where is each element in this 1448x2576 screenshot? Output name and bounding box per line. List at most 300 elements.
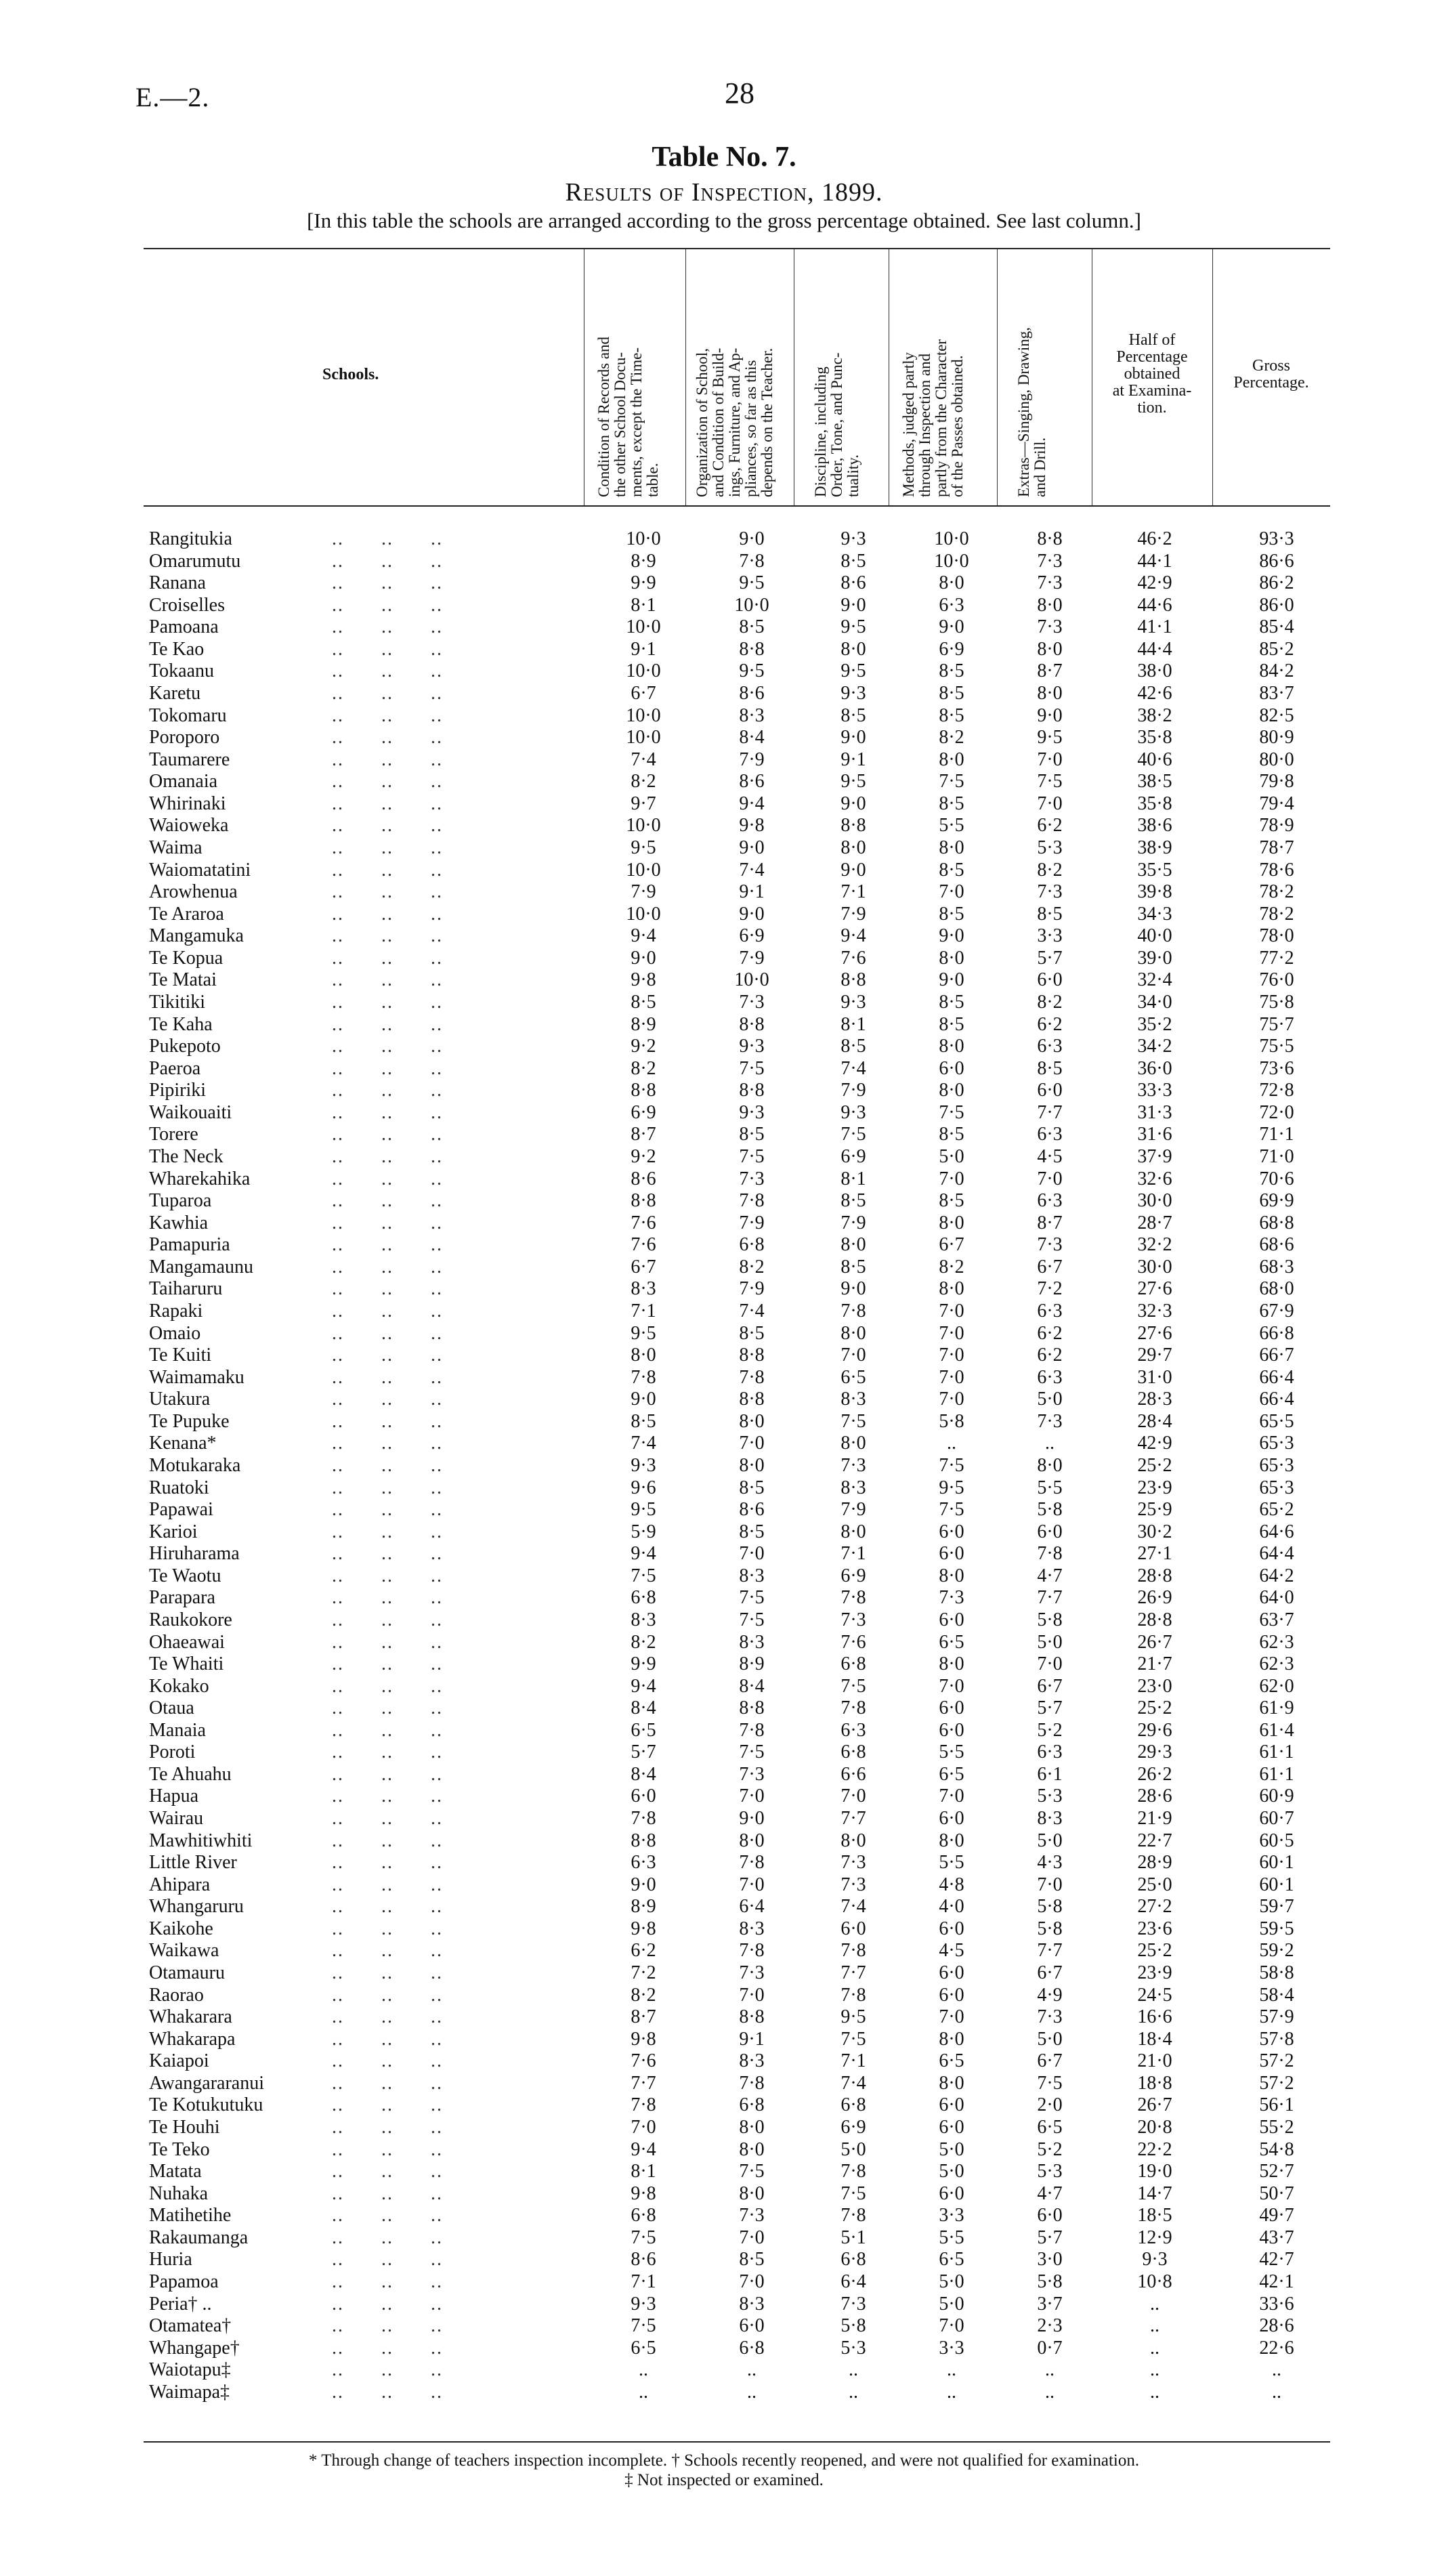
cell-value: .. (1150, 2359, 1159, 2381)
school-name: Hiruharama (149, 1543, 240, 1565)
cell-value: 42·9 (1137, 1433, 1172, 1454)
table-row (0, 528, 1448, 550)
cell-value: 9·0 (1037, 704, 1063, 726)
cell-value: 7·5 (840, 1124, 866, 1145)
cell-value: .. (747, 2359, 757, 2381)
school-name: Hapua (149, 1786, 199, 1807)
cell-value: 34·0 (1137, 991, 1172, 1013)
cell-value: 6·2 (631, 1940, 656, 1962)
cell-value: 9·4 (631, 1543, 656, 1565)
table-row (0, 1301, 1448, 1322)
school-name: Tokomaru (149, 704, 227, 726)
cell-value: 60·9 (1259, 1786, 1294, 1807)
cell-value: 7·0 (1037, 1653, 1063, 1675)
cell-value: 7·4 (840, 1896, 866, 1918)
cell-value: 7·9 (631, 881, 656, 903)
table-row (0, 1212, 1448, 1234)
table-row (0, 925, 1448, 947)
cell-value: 3·3 (939, 2337, 964, 2359)
table-row (0, 2029, 1448, 2050)
table-row (0, 2359, 1448, 2381)
dot-leader: .. .. .. (332, 1345, 443, 1366)
school-name: Taumarere (149, 748, 230, 770)
cell-value: 7·7 (1037, 1940, 1063, 1962)
cell-value: 8·2 (739, 1256, 765, 1278)
cell-value: 7·3 (739, 2205, 765, 2226)
cell-value: 9·8 (739, 815, 765, 837)
table-row (0, 1433, 1448, 1454)
cell-value: 10·0 (626, 727, 661, 748)
cell-value: 6·7 (631, 682, 656, 704)
cell-value: 3·0 (1037, 2249, 1063, 2271)
cell-value: 8·5 (840, 1036, 866, 1057)
cell-value: 6·6 (840, 1763, 866, 1785)
cell-value: 9·9 (631, 572, 656, 594)
cell-value: 4·0 (939, 1896, 964, 1918)
cell-value: 6·3 (840, 1719, 866, 1741)
cell-value: 9·1 (739, 881, 765, 903)
cell-value: 9·2 (631, 1036, 656, 1057)
cell-value: 7·2 (1037, 1278, 1063, 1300)
cell-value: 8·3 (1037, 1808, 1063, 1830)
cell-value: 7·8 (840, 1697, 866, 1719)
cell-value: 8·0 (739, 2138, 765, 2160)
dot-leader: .. .. .. (332, 2249, 443, 2271)
school-name: Waikawa (149, 1940, 219, 1962)
cell-value: .. (1150, 2293, 1159, 2315)
school-name: Rangitukia (149, 528, 232, 549)
cell-value: 43·7 (1259, 2226, 1294, 2248)
cell-value: 5·3 (840, 2337, 866, 2359)
cell-value: 9·0 (631, 1874, 656, 1895)
table-row (0, 1521, 1448, 1543)
dot-leader: .. .. .. (332, 1389, 443, 1410)
cell-value: 6·0 (939, 2094, 964, 2116)
cell-value: 7·6 (631, 1234, 656, 1256)
school-name: The Neck (149, 1145, 223, 1167)
cell-value: 7·0 (739, 1433, 765, 1454)
cell-value: .. (1272, 2359, 1281, 2381)
cell-value: 5·0 (939, 2138, 964, 2160)
cell-value: 8·3 (739, 1631, 765, 1653)
dot-leader: .. .. .. (332, 2359, 443, 2381)
cell-value: 71·1 (1259, 1124, 1294, 1145)
cell-value: 7·6 (840, 947, 866, 969)
school-name: Ranana (149, 572, 206, 594)
cell-value: 6·8 (739, 2337, 765, 2359)
cell-value: 31·0 (1137, 1366, 1172, 1388)
cell-value: 40·0 (1137, 925, 1172, 947)
dot-leader: .. .. .. (332, 638, 443, 660)
cell-value: 7·5 (739, 2161, 765, 2182)
cell-value: 7·3 (840, 2293, 866, 2315)
cell-value: 29·7 (1137, 1345, 1172, 1366)
cell-value: 35·5 (1137, 859, 1172, 881)
cell-value: 10·0 (626, 815, 661, 837)
cell-value: 10·0 (934, 550, 969, 572)
table-row (0, 1786, 1448, 1807)
school-name: Te Araroa (149, 903, 224, 925)
cell-value: 8·5 (939, 1013, 964, 1035)
cell-value: 6·0 (939, 1543, 964, 1565)
cell-value: 18·5 (1137, 2205, 1172, 2226)
cell-value: 9·5 (739, 660, 765, 682)
dot-leader: .. .. .. (332, 1984, 443, 2006)
cell-value: 8·5 (739, 1322, 765, 1344)
dot-leader: .. .. .. (332, 2050, 443, 2072)
cell-value: 8·5 (739, 2249, 765, 2271)
school-name: Otamatea† (149, 2315, 232, 2337)
table-row (0, 1146, 1448, 1168)
cell-value: 8·8 (739, 1389, 765, 1410)
cell-value: 7·8 (840, 2161, 866, 2182)
cell-value: 10·0 (626, 528, 661, 549)
dot-leader: .. .. .. (332, 771, 443, 793)
cell-value: 9·3 (1142, 2249, 1168, 2271)
cell-value: 8·9 (631, 1896, 656, 1918)
cell-value: 7·8 (631, 1808, 656, 1830)
dot-leader: .. .. .. (332, 1675, 443, 1697)
cell-value: .. (1272, 2381, 1281, 2403)
cell-value: 8·3 (739, 2293, 765, 2315)
cell-value: 6·3 (1037, 1741, 1063, 1763)
cell-value: 7·8 (739, 1852, 765, 1874)
cell-value: 7·7 (840, 1808, 866, 1830)
table-row (0, 2249, 1448, 2271)
cell-value: 7·5 (840, 1675, 866, 1697)
cell-value: 7·3 (739, 1168, 765, 1189)
cell-value: 2·3 (1037, 2315, 1063, 2337)
cell-value: 6·3 (939, 594, 964, 616)
cell-value: 75·7 (1259, 1013, 1294, 1035)
cell-value: 6·0 (939, 1057, 964, 1079)
cell-value: 9·3 (840, 991, 866, 1013)
cell-value: 6·5 (840, 1366, 866, 1388)
dot-leader: .. .. .. (332, 704, 443, 726)
dot-leader: .. .. .. (332, 881, 443, 903)
cell-value: 60·1 (1259, 1852, 1294, 1874)
cell-value: 8·5 (739, 616, 765, 638)
cell-value: 7·5 (1037, 2072, 1063, 2094)
cell-value: .. (849, 2359, 858, 2381)
cell-value: 52·7 (1259, 2161, 1294, 2182)
cell-value: 8·0 (939, 1653, 964, 1675)
cell-value: 6·4 (739, 1896, 765, 1918)
table-row (0, 2227, 1448, 2249)
cell-value: 9·0 (840, 594, 866, 616)
table-title: Table No. 7. (652, 142, 796, 173)
cell-value: 7·3 (840, 1609, 866, 1630)
cell-value: 86·0 (1259, 594, 1294, 616)
cell-value: 8·0 (840, 1433, 866, 1454)
cell-value: 66·7 (1259, 1345, 1294, 1366)
school-name: Whakarapa (149, 2028, 236, 2050)
cell-value: 8·0 (840, 1322, 866, 1344)
cell-value: 57·2 (1259, 2072, 1294, 2094)
dot-leader: .. .. .. (332, 2293, 443, 2315)
cell-value: .. (1150, 2315, 1159, 2337)
cell-value: 9·5 (840, 660, 866, 682)
cell-value: 7·0 (1037, 793, 1063, 814)
dot-leader: .. .. .. (332, 682, 443, 704)
cell-value: 9·5 (631, 1499, 656, 1521)
cell-value: 7·2 (631, 1962, 656, 1984)
cell-value: 44·1 (1137, 550, 1172, 572)
cell-value: 7·3 (939, 1587, 964, 1609)
cell-value: 7·8 (840, 1984, 866, 2006)
cell-value: 7·3 (840, 1874, 866, 1895)
dot-leader: .. .. .. (332, 1168, 443, 1189)
cell-value: 84·2 (1259, 660, 1294, 682)
school-name: Pamoana (149, 616, 219, 638)
cell-value: 7·5 (739, 1741, 765, 1763)
cell-value: 10·0 (626, 660, 661, 682)
dot-leader: .. .. .. (332, 2271, 443, 2293)
cell-value: 8·3 (631, 1609, 656, 1630)
dot-leader: .. .. .. (332, 1874, 443, 1895)
table-row (0, 1168, 1448, 1190)
cell-value: 32·3 (1137, 1300, 1172, 1322)
cell-value: 5·2 (1037, 2138, 1063, 2160)
cell-value: 8·0 (1037, 1454, 1063, 1476)
table-row (0, 1345, 1448, 1366)
cell-value: 8·8 (739, 1013, 765, 1035)
school-name: Utakura (149, 1389, 211, 1410)
cell-value: 28·6 (1137, 1786, 1172, 1807)
cell-value: 8·0 (939, 837, 964, 858)
cell-value: 7·1 (840, 1543, 866, 1565)
cell-value: 7·9 (739, 1212, 765, 1233)
cell-value: 3·7 (1037, 2293, 1063, 2315)
cell-value: 6·5 (939, 2249, 964, 2271)
school-name: Ruatoki (149, 1477, 209, 1498)
dot-leader: .. .. .. (332, 859, 443, 881)
dot-leader: .. .. .. (332, 1124, 443, 1145)
dot-leader: .. .. .. (332, 1653, 443, 1675)
dot-leader: .. .. .. (332, 1808, 443, 1830)
cell-value: 9·3 (739, 1101, 765, 1123)
cell-value: 7·0 (939, 2315, 964, 2337)
cell-value: 66·8 (1259, 1322, 1294, 1344)
cell-value: 8·2 (631, 1631, 656, 1653)
cell-value: 8·8 (631, 1830, 656, 1851)
dot-leader: .. .. .. (332, 2381, 443, 2403)
dot-leader: .. .. .. (332, 2161, 443, 2182)
table-row (0, 705, 1448, 727)
cell-value: 8·3 (739, 1565, 765, 1586)
cell-value: 6·3 (1037, 1300, 1063, 1322)
cell-value: 7·0 (939, 1389, 964, 1410)
cell-value: 7·5 (631, 2315, 656, 2337)
table-row (0, 1411, 1448, 1433)
school-name: Te Kaha (149, 1013, 213, 1035)
cell-value: 9·5 (739, 572, 765, 594)
cell-value: 6·8 (840, 1653, 866, 1675)
cell-value: 35·2 (1137, 1013, 1172, 1035)
cell-value: 2·0 (1037, 2094, 1063, 2116)
cell-value: 5·8 (939, 1410, 964, 1432)
cell-value: 8·5 (939, 1124, 964, 1145)
table-row (0, 2338, 1448, 2359)
cell-value: 6·0 (939, 2117, 964, 2138)
cell-value: 39·8 (1137, 881, 1172, 903)
school-name: Tikitiki (149, 991, 206, 1013)
dot-leader: .. .. .. (332, 528, 443, 549)
cell-value: 29·3 (1137, 1741, 1172, 1763)
school-name: Te Pupuke (149, 1410, 230, 1432)
cell-value: 7·8 (739, 1719, 765, 1741)
cell-value: 8·0 (739, 1830, 765, 1851)
cell-value: 6·0 (939, 1918, 964, 1939)
cell-value: 8·0 (939, 1565, 964, 1586)
cell-value: 8·7 (631, 1124, 656, 1145)
cell-value: 10·0 (626, 903, 661, 925)
cell-value: .. (1150, 2337, 1159, 2359)
table-row (0, 2382, 1448, 2403)
cell-value: 22·7 (1137, 1830, 1172, 1851)
table-row (0, 992, 1448, 1013)
table-row (0, 727, 1448, 748)
cell-value: 7·0 (939, 1300, 964, 1322)
cell-value: 7·4 (739, 859, 765, 881)
cell-value: 8·0 (939, 1278, 964, 1300)
cell-value: 62·0 (1259, 1675, 1294, 1697)
cell-value: 66·4 (1259, 1366, 1294, 1388)
cell-value: 7·1 (840, 2050, 866, 2072)
cell-value: 9·0 (739, 528, 765, 549)
cell-value: 69·9 (1259, 1190, 1294, 1212)
cell-value: 7·9 (840, 1080, 866, 1101)
cell-value: 68·8 (1259, 1212, 1294, 1233)
cell-value: 7·8 (631, 1366, 656, 1388)
cell-value: 85·4 (1259, 616, 1294, 638)
cell-value: 7·8 (1037, 1543, 1063, 1565)
cell-value: 23·6 (1137, 1918, 1172, 1939)
cell-value: 9·5 (1037, 727, 1063, 748)
cell-value: 46·2 (1137, 528, 1172, 549)
cell-value: 76·0 (1259, 969, 1294, 991)
cell-value: 5·8 (1037, 1896, 1063, 1918)
dot-leader: .. .. .. (332, 1057, 443, 1079)
cell-value: 26·2 (1137, 1763, 1172, 1785)
cell-value: 40·6 (1137, 748, 1172, 770)
cell-value: 8·0 (739, 2182, 765, 2204)
school-name: Waikouaiti (149, 1101, 232, 1123)
cell-value: 7·4 (840, 2072, 866, 2094)
cell-value: 10·8 (1137, 2271, 1172, 2293)
dot-leader: .. .. .. (332, 1101, 443, 1123)
cell-value: 7·5 (939, 1101, 964, 1123)
cell-value: 9·4 (631, 925, 656, 947)
cell-value: 9·6 (631, 1477, 656, 1498)
cell-value: 6·8 (631, 1587, 656, 1609)
table-row (0, 1808, 1448, 1830)
cell-value: 64·0 (1259, 1587, 1294, 1609)
cell-value: 7·0 (739, 2271, 765, 2293)
dot-leader: .. .. .. (332, 2138, 443, 2160)
table-row (0, 1036, 1448, 1057)
cell-value: 9·0 (739, 1808, 765, 1830)
cell-value: 30·0 (1137, 1256, 1172, 1278)
dot-leader: .. .. .. (332, 1896, 443, 1918)
cell-value: 59·5 (1259, 1918, 1294, 1939)
table-row (0, 948, 1448, 969)
school-name: Croiselles (149, 594, 225, 616)
school-name: Matata (149, 2161, 202, 2182)
cell-value: 9·5 (631, 1322, 656, 1344)
cell-value: 7·3 (1037, 572, 1063, 594)
cell-value: 22·6 (1259, 2337, 1294, 2359)
cell-value: 7·5 (939, 1499, 964, 1521)
cell-value: 8·8 (739, 2006, 765, 2028)
cell-value: 6·5 (1037, 2117, 1063, 2138)
cell-value: 65·3 (1259, 1433, 1294, 1454)
cell-value: 3·3 (1037, 925, 1063, 947)
cell-value: 9·4 (631, 1675, 656, 1697)
cell-value: 8·8 (840, 815, 866, 837)
school-name: Karioi (149, 1521, 198, 1542)
cell-value: 8·6 (631, 2249, 656, 2271)
cell-value: 21·9 (1137, 1808, 1172, 1830)
cell-value: 5·2 (1037, 1719, 1063, 1741)
cell-value: 7·6 (631, 1212, 656, 1233)
cell-value: 7·3 (840, 1852, 866, 1874)
school-name: Te Waotu (149, 1565, 221, 1586)
cell-value: 19·0 (1137, 2161, 1172, 2182)
cell-value: 7·0 (939, 1168, 964, 1189)
cell-value: 21·0 (1137, 2050, 1172, 2072)
cell-value: 61·4 (1259, 1719, 1294, 1741)
cell-value: 32·4 (1137, 969, 1172, 991)
cell-value: 9·5 (631, 837, 656, 858)
table-row (0, 1874, 1448, 1896)
cell-value: 8·0 (939, 2072, 964, 2094)
cell-value: 10·0 (626, 859, 661, 881)
cell-value: 8·0 (840, 1234, 866, 1256)
school-name: Whangaruru (149, 1896, 244, 1918)
cell-value: 8·5 (840, 704, 866, 726)
dot-leader: .. .. .. (332, 2028, 443, 2050)
cell-value: 7·5 (631, 2226, 656, 2248)
school-name: Mangamaunu (149, 1256, 253, 1278)
school-name: Rakaumanga (149, 2226, 249, 2248)
cell-value: 5·7 (1037, 2226, 1063, 2248)
cell-value: 9·8 (631, 969, 656, 991)
table-subtitle: Results of Inspection, 1899. (565, 178, 883, 207)
table-row (0, 2205, 1448, 2226)
cell-value: 42·7 (1259, 2249, 1294, 2271)
cell-value: 6·0 (939, 1962, 964, 1984)
cell-value: 9·8 (631, 2028, 656, 2050)
cell-value: 9·0 (840, 859, 866, 881)
cell-value: 7·0 (939, 1322, 964, 1344)
cell-value: 6·8 (739, 2094, 765, 2116)
cell-value: 78·2 (1259, 903, 1294, 925)
cell-value: 10·0 (626, 704, 661, 726)
cell-value: 75·8 (1259, 991, 1294, 1013)
cell-value: 7·5 (739, 1057, 765, 1079)
table-row (0, 793, 1448, 815)
school-name: Te Ahuahu (149, 1763, 232, 1785)
dot-leader: .. .. .. (332, 1786, 443, 1807)
cell-value: 8·4 (631, 1697, 656, 1719)
cell-value: 7·3 (739, 1962, 765, 1984)
dot-leader: .. .. .. (332, 1256, 443, 1278)
table-row (0, 1014, 1448, 1036)
cell-value: 29·6 (1137, 1719, 1172, 1741)
cell-value: .. (947, 2381, 956, 2403)
cell-value: 61·1 (1259, 1741, 1294, 1763)
